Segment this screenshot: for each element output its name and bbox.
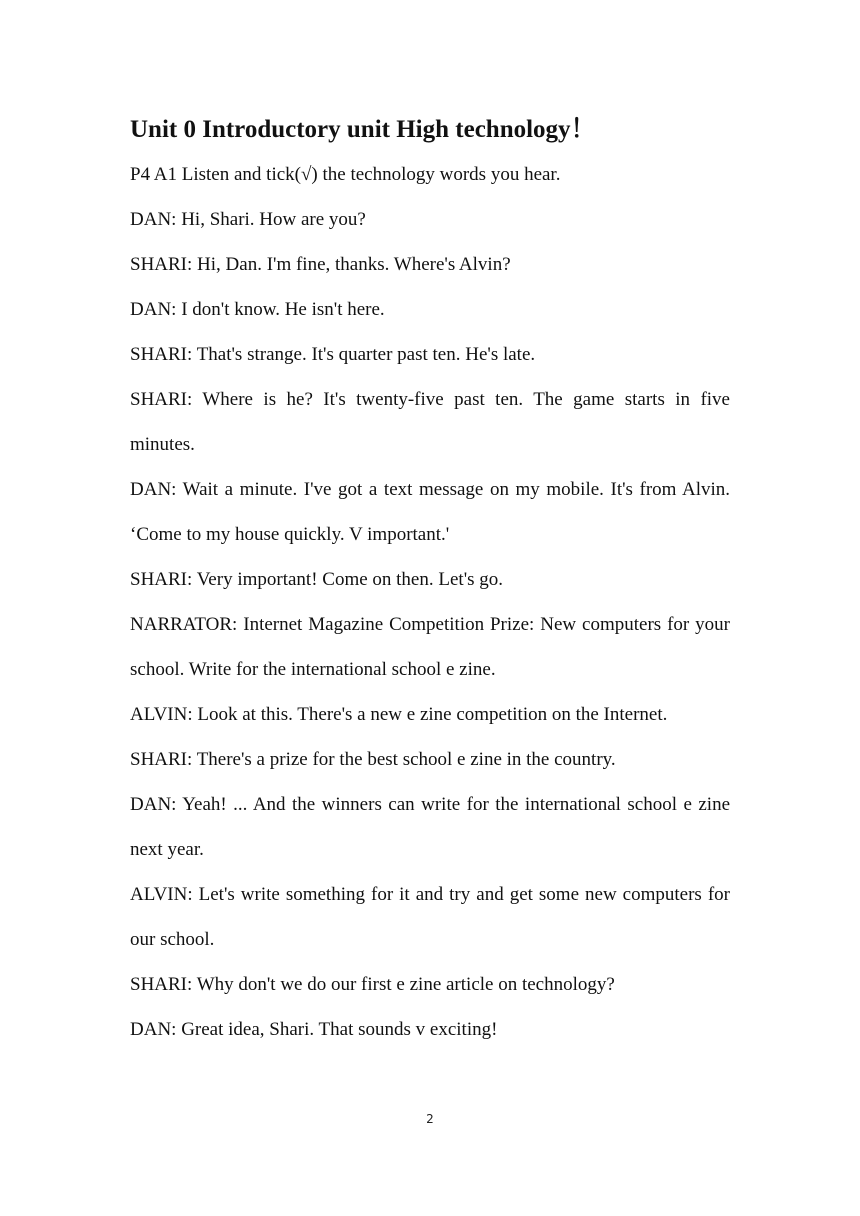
dialogue-body xyxy=(130,152,730,1052)
dialogue-line: DAN: I don't know. He isn't here. xyxy=(130,299,385,320)
dialogue-line: SHARI: Where is he? It's twenty-five past ten. The game starts in five minutes. xyxy=(130,389,730,455)
dialogue-line: SHARI: Why don't we do our first e zine article on technology? xyxy=(130,974,615,995)
instruction-line: P4 A1 Listen and tick(√) the technology words you hear. xyxy=(130,164,561,185)
dialogue-line: ALVIN: Look at this. There's a new e zine competition on the Internet. xyxy=(130,704,668,725)
dialogue-line: SHARI: Hi, Dan. I'm fine, thanks. Where's Alvin? xyxy=(130,254,511,275)
dialogue-line: SHARI: There's a prize for the best school e zine in the country. xyxy=(130,749,616,770)
dialogue-line: DAN: Wait a minute. I've got a text message on my mobile. It's from Alvin. ‘Come to my house quickly. V important.' xyxy=(130,479,730,545)
document-title: Unit 0 Introductory unit High technology！ xyxy=(130,116,596,143)
dialogue-line: ALVIN: Let's write something for it and try and get some new computers for our school. xyxy=(130,884,730,950)
dialogue-line: DAN: Hi, Shari. How are you? xyxy=(130,209,366,230)
dialogue-line: DAN: Yeah! ... And the winners can write for the international school e zine next year. xyxy=(130,794,730,860)
dialogue-line: DAN: Great idea, Shari. That sounds v exciting! xyxy=(130,1019,498,1040)
dialogue-line: SHARI: That's strange. It's quarter past ten. He's late. xyxy=(130,344,536,365)
dialogue-line: NARRATOR: Internet Magazine Competition Prize: New computers for your school. Write for the international school e zine. xyxy=(130,614,730,680)
dialogue-line: SHARI: Very important! Come on then. Let's go. xyxy=(130,569,504,590)
page-number: 2 xyxy=(426,1112,434,1126)
document-page xyxy=(130,108,730,1052)
